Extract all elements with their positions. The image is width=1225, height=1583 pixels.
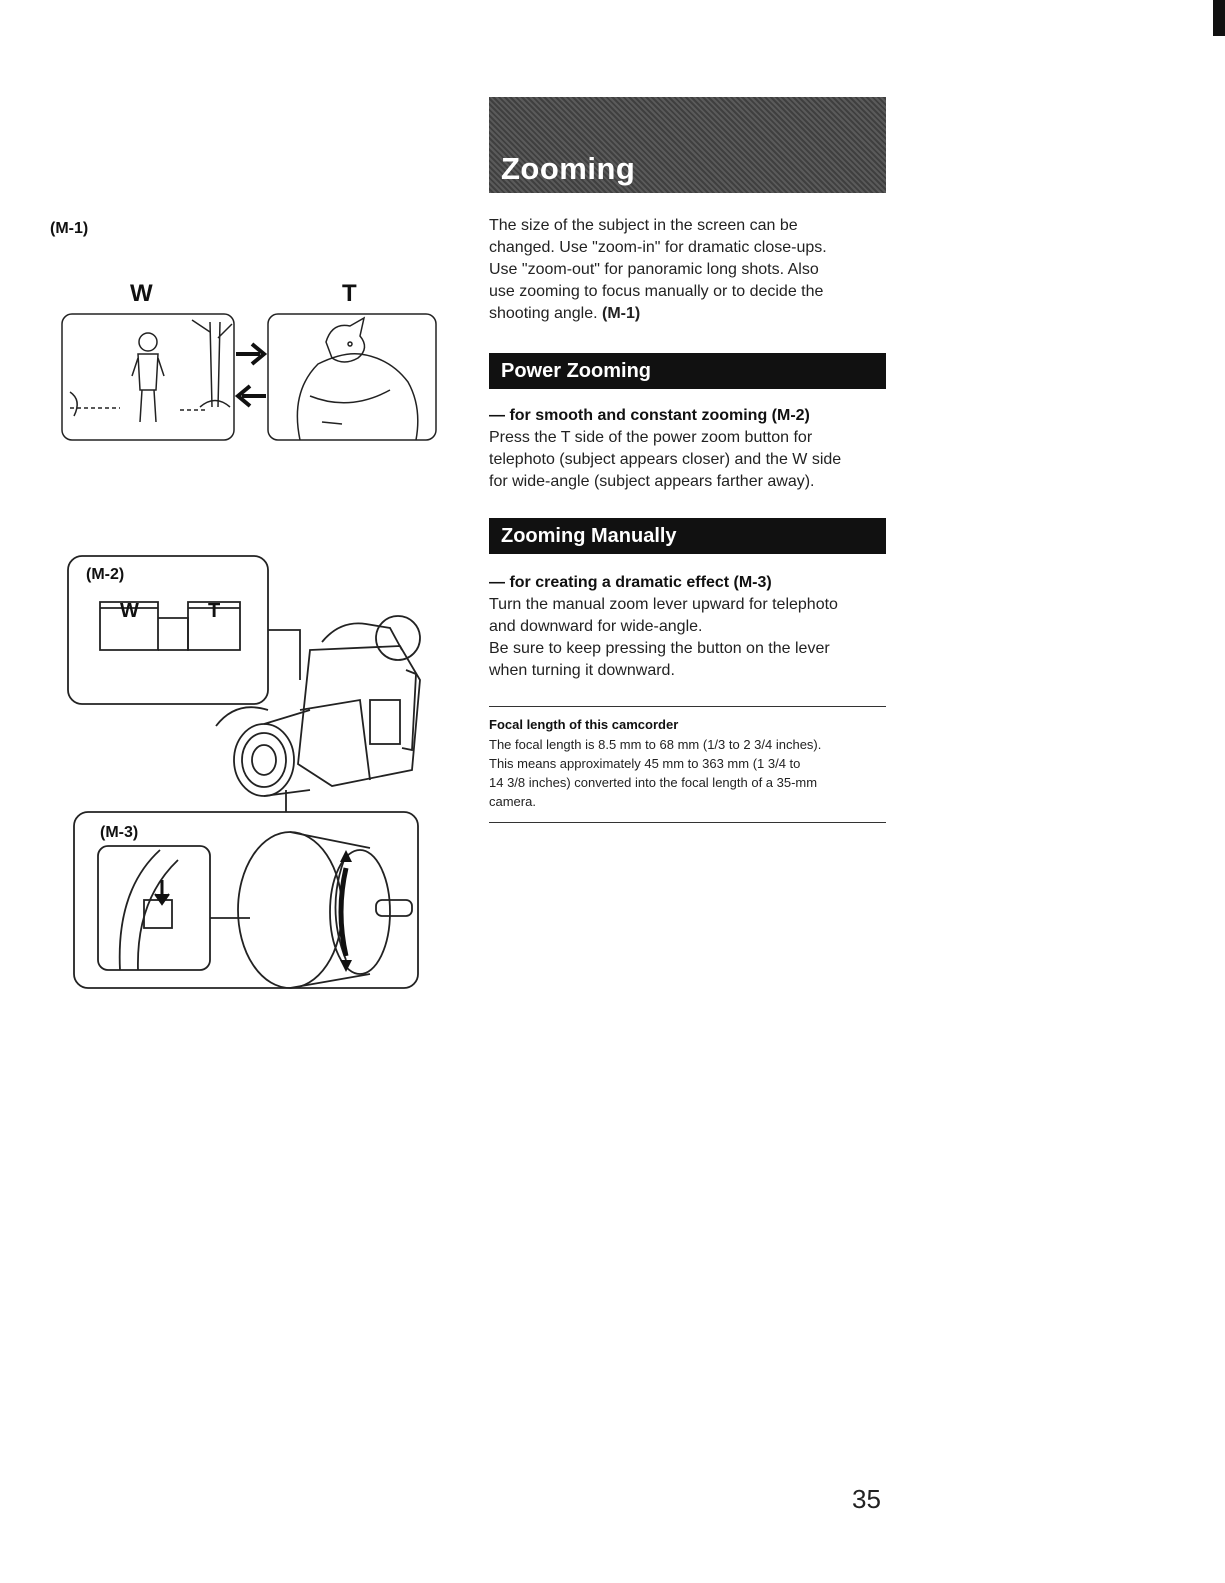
figure-m3-label: (M-3) <box>100 824 139 841</box>
body-line: and downward for wide-angle. <box>489 618 703 635</box>
closeup-figure <box>297 318 417 440</box>
m2-tele-key: T <box>208 600 221 622</box>
intro-line <box>489 303 889 325</box>
bush <box>70 392 77 416</box>
tele-label: T <box>342 280 357 307</box>
camcorder-body <box>298 616 420 786</box>
zoom-lever-closeup <box>98 846 210 970</box>
page-number: 35 <box>852 1484 881 1514</box>
zooming-manually-heading: Zooming Manually <box>489 518 886 554</box>
intro-line: The size of the subject in the screen can be <box>489 217 798 234</box>
note-body <box>489 735 889 811</box>
m2-wide-key: W <box>120 600 139 622</box>
note-bottom-rule <box>489 822 886 823</box>
camcorder-lens <box>216 707 310 796</box>
ground-line <box>70 408 205 410</box>
body-line: Turn the manual zoom lever upward for telephoto <box>489 596 838 613</box>
title-banner <box>489 97 886 193</box>
note-line: 14 3/8 inches) converted into the focal length of a 35-mm <box>489 775 818 790</box>
ring-rotation-arrow <box>341 868 346 956</box>
intro-figure-ref: (M-1) <box>601 305 641 322</box>
page-edge-marker <box>1213 0 1225 36</box>
tele-frame <box>268 314 436 440</box>
figure-m1-label: (M-1) <box>50 220 89 237</box>
person-figure <box>132 333 164 422</box>
ring-up-arrowhead <box>340 850 352 862</box>
intro-text: shooting angle. <box>489 305 602 322</box>
intro-line: changed. Use "zoom-in" for dramatic close-ups. <box>489 239 827 256</box>
body-line: when turning it downward. <box>489 662 675 679</box>
intro-line: Use "zoom-out" for panoramic long shots. Also <box>489 261 819 278</box>
camcorder-illustration <box>60 550 432 1000</box>
note-heading: Focal length of this camcorder <box>489 717 679 732</box>
tree <box>192 320 232 407</box>
body-line: Be sure to keep pressing the button on the lever <box>489 640 830 657</box>
manual-zoom-ring <box>238 832 412 988</box>
power-zooming-heading: Power Zooming <box>489 353 886 389</box>
figure-m2-label: (M-2) <box>86 566 125 583</box>
m2-leader-line <box>268 630 300 680</box>
intro-line: use zooming to focus manually or to decide the <box>489 283 824 300</box>
body-line: Press the T side of the power zoom button for <box>489 429 813 446</box>
zooming-manually-subheading: — for creating a dramatic effect (M-3) <box>489 574 772 591</box>
wide-label: W <box>130 280 153 307</box>
note-line: The focal length is 8.5 mm to 68 mm (1/3 to 2 3/4 inches). <box>489 737 822 752</box>
page-title: Zooming <box>501 151 636 186</box>
body-line: for wide-angle (subject appears farther away). <box>489 473 815 490</box>
note-line: camera. <box>489 794 536 809</box>
power-zooming-subheading: — for smooth and constant zooming (M-2) <box>489 407 810 424</box>
zooming-manually-body <box>489 594 889 682</box>
body-line: telephoto (subject appears closer) and the W side <box>489 451 842 468</box>
note-line: This means approximately 45 mm to 363 mm (1 3/4 to <box>489 756 801 771</box>
power-zooming-body <box>489 427 889 493</box>
figure-m1-illustration <box>60 312 440 444</box>
intro-paragraph <box>489 215 889 325</box>
lever-press-arrowhead <box>155 894 169 904</box>
note-top-rule <box>489 706 886 707</box>
